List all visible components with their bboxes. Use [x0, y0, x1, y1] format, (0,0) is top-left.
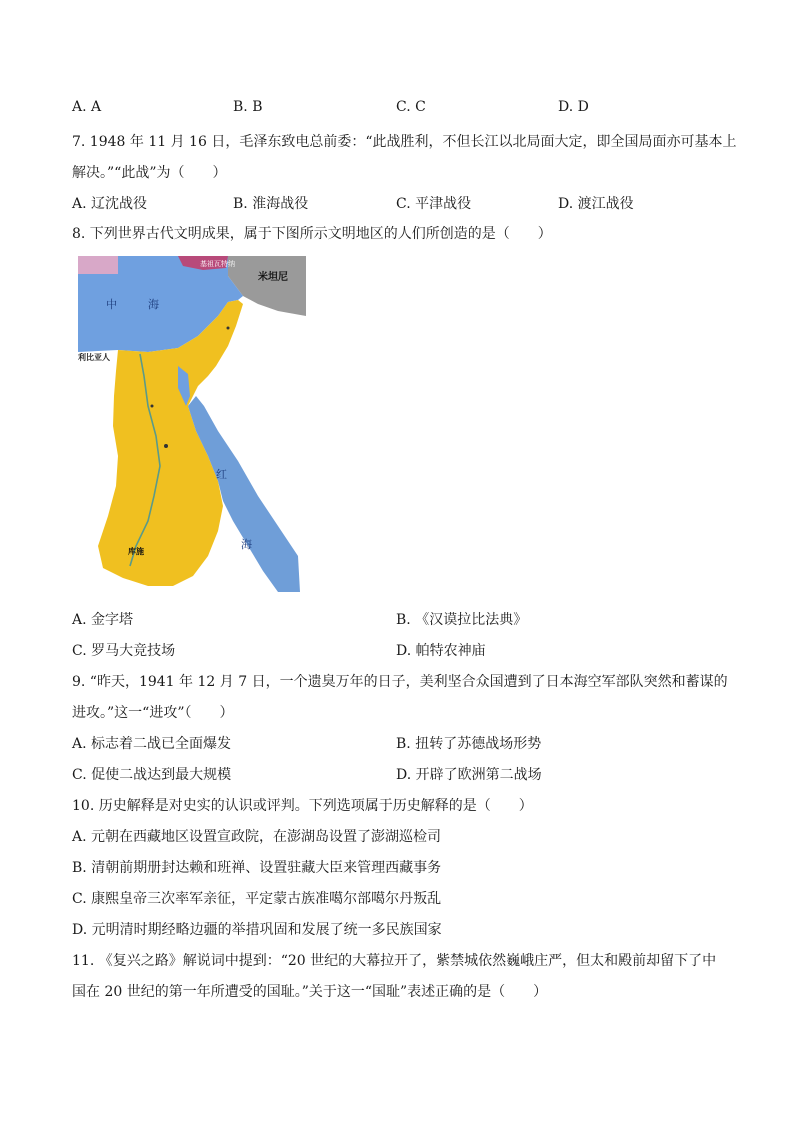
city-dot	[227, 327, 230, 330]
q9-option-b: B. 扭转了苏德战场形势	[396, 736, 542, 752]
q8-option-a: A. 金字塔	[72, 612, 134, 628]
q9-option-a: A. 标志着二战已全面爆发	[72, 736, 232, 752]
city-dot	[164, 444, 168, 448]
map-label-hai: 海	[148, 298, 159, 311]
q7-option-d: D. 渡江战役	[558, 196, 634, 212]
map-label-libya: 利比亚人	[78, 353, 110, 362]
q9-stem-line1: 9. “昨天，1941 年 12 月 7 日，一个遗臭万年的日子，美利坚合众国遭到了日本海空军部队突然和蓄谋的	[72, 674, 728, 690]
q8-stem: 8. 下列世界古代文明成果，属于下图所示文明地区的人们所创造的是（ ）	[72, 226, 552, 242]
q10-option-a: A. 元朝在西藏地区设置宣政院，在澎湖岛设置了澎湖巡检司	[72, 829, 442, 845]
q6-option-a: A. A	[72, 99, 102, 115]
q9-option-d: D. 开辟了欧洲第二战场	[396, 767, 542, 783]
q6-option-b: B. B	[233, 99, 263, 115]
q11-stem-line2: 国在 20 世纪的第一年所遭受的国耻。”关于这一“国耻”表述正确的是（ ）	[72, 984, 548, 1000]
map-label-mitanni: 米坦尼	[258, 272, 288, 283]
map-label-hong: 红	[216, 468, 227, 481]
q11-stem-line1: 11. 《复兴之路》解说词中提到：“20 世纪的大幕拉开了，紫禁城依然巍峨庄严，但太和殿前却留下了中	[72, 953, 717, 969]
q7-stem-line1: 7. 1948 年 11 月 16 日，毛泽东致电总前委：“此战胜利，不但长江以北局面大定，即全国局面亦可基本上	[72, 134, 737, 150]
q7-option-c: C. 平津战役	[396, 196, 472, 212]
map-label-kush: 库施	[128, 547, 144, 556]
q9-option-c: C. 促使二战达到最大规模	[72, 767, 232, 783]
ancient-egypt-map	[78, 256, 306, 592]
city-dot	[151, 405, 154, 408]
q7-stem-line2: 解决。”“此战”为（ ）	[72, 165, 227, 181]
map-label-hai2: 海	[241, 538, 252, 551]
q8-option-b: B. 《汉谟拉比法典》	[396, 612, 528, 628]
q8-option-c: C. 罗马大竞技场	[72, 643, 176, 659]
q8-option-d: D. 帕特农神庙	[396, 643, 486, 659]
map-label-zhong: 中	[106, 298, 117, 311]
q6-option-d: D. D	[558, 99, 589, 115]
map-label-top-region: 基祖瓦特纳	[200, 260, 235, 268]
top-left-region	[78, 256, 118, 274]
map-svg	[78, 256, 306, 592]
q10-option-b: B. 清朝前期册封达赖和班禅、设置驻藏大臣来管理西藏事务	[72, 860, 442, 876]
q6-option-c: C. C	[396, 99, 426, 115]
q10-stem: 10. 历史解释是对史实的认识或评判。下列选项属于历史解释的是（ ）	[72, 798, 533, 814]
q10-option-c: C. 康熙皇帝三次率军亲征，平定蒙古族准噶尔部噶尔丹叛乱	[72, 891, 442, 907]
q7-option-b: B. 淮海战役	[233, 196, 309, 212]
q10-option-d: D. 元明清时期经略边疆的举措巩固和发展了统一多民族国家	[72, 922, 442, 938]
q9-stem-line2: 进攻。”这一“进攻”（ ）	[72, 705, 234, 721]
q7-option-a: A. 辽沈战役	[72, 196, 148, 212]
